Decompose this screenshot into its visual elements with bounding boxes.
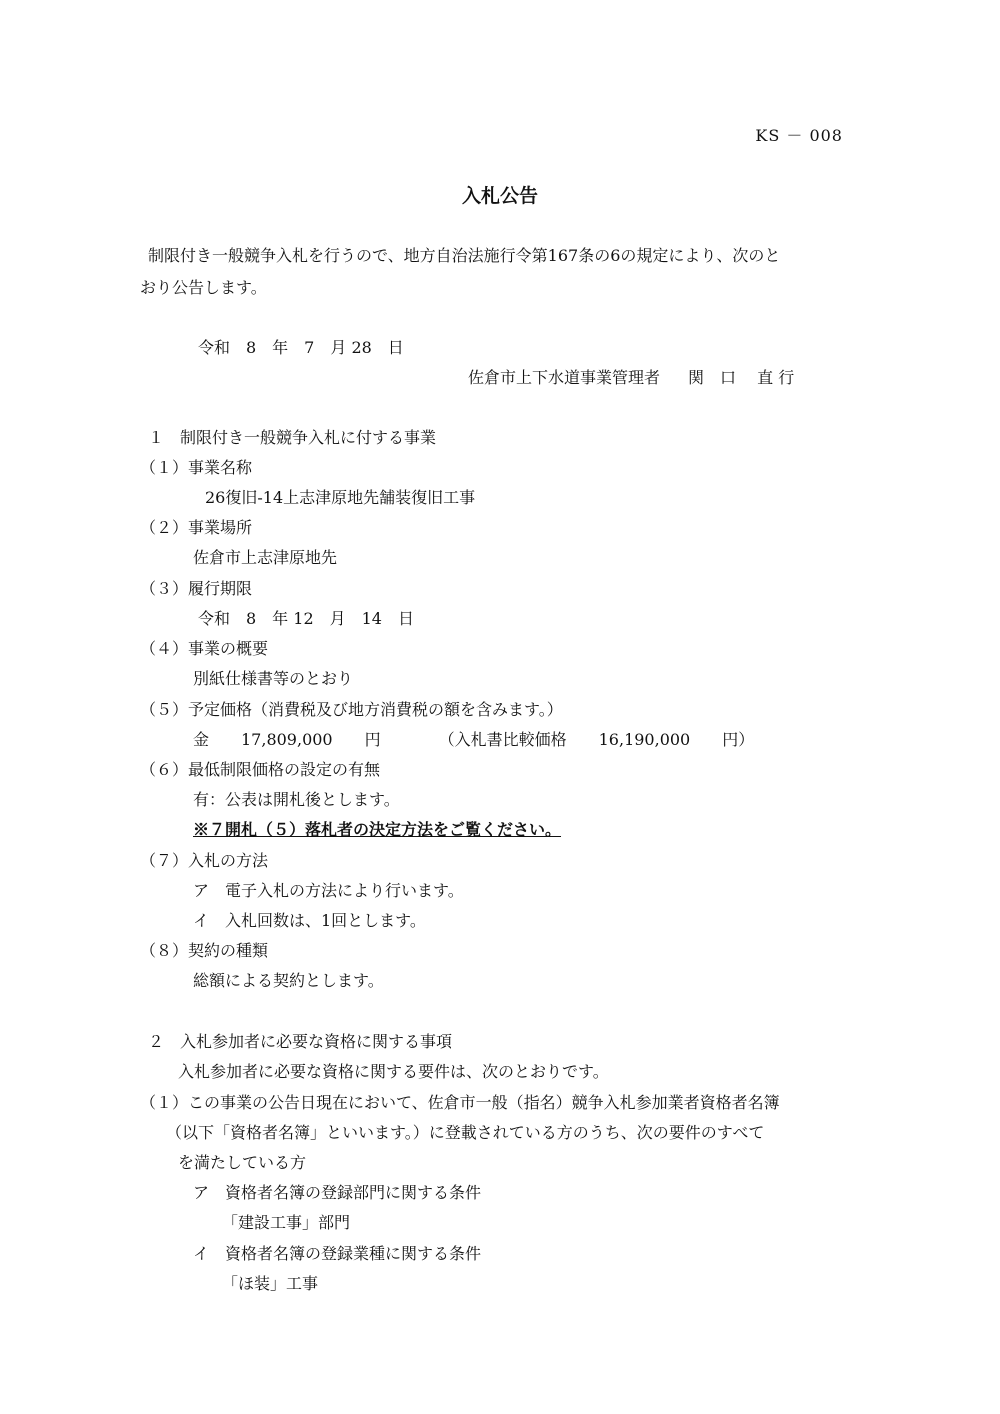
section2-item1-line1: （１）この事業の公告日現在において、佐倉市一般（指名）競争入札参加業者資格者名簿 [140,1093,780,1112]
section2-lead: 入札参加者に必要な資格に関する要件は、次のとおりです。 [178,1062,609,1081]
section2-item1-line2: （以下「資格者名簿」といいます。）に登載されている方のうち、次の要件のすべて [166,1123,765,1142]
item2-label: （２）事業場所 [140,518,253,537]
item1-label: （１）事業名称 [140,458,253,477]
item1-value: 26復旧-14上志津原地先舗装復旧工事 [205,488,476,507]
page-title: 入札公告 [461,185,538,207]
section1-heading: １ 制限付き一般競争入札に付する事業 [148,428,437,447]
item2-value: 佐倉市上志津原地先 [193,548,338,567]
item6-value: 有：公表は開札後とします。 [193,790,400,809]
sub-b-value: 「ほ装」工事 [222,1274,319,1293]
sub-b-label: イ 資格者名簿の登録業種に関する条件 [193,1244,482,1263]
item6-label: （６）最低制限価格の設定の有無 [140,760,381,779]
sub-a-value: 「建設工事」部門 [222,1213,351,1232]
section2-item1-line3: を満たしている方 [178,1153,307,1172]
section2-heading: ２ 入札参加者に必要な資格に関する事項 [148,1032,453,1051]
item3-label: （３）履行期限 [140,579,253,598]
comparison-price: （入札書比較価格 16,190,000 円） [438,730,755,749]
sub-a-label: ア 資格者名簿の登録部門に関する条件 [193,1183,482,1202]
intro-line-1: 制限付き一般競争入札を行うので、地方自治法施行令第167条の6の規定により、次のと [148,246,781,265]
item3-value: 令和 8 年 12 月 14 日 [198,609,414,628]
issuer-org: 佐倉市上下水道事業管理者 [468,368,661,387]
item7-label: （７）入札の方法 [140,851,269,870]
item4-value: 別紙仕様書等のとおり [193,669,354,688]
announcement-date: 令和 8 年 7 月 28 日 [198,338,404,357]
item8-value: 総額による契約とします。 [193,971,384,990]
item7-a: ア 電子入札の方法により行います。 [193,881,464,900]
item5-prices [193,730,754,750]
item8-label: （８）契約の種類 [140,941,269,960]
intro-line-2: おり公告します。 [140,278,267,297]
item6-note: ※７開札（５）落札者の決定方法をご覧ください。 [193,820,562,839]
issuer [468,368,794,388]
document-number: KS － 008 [755,126,843,145]
issuer-name: 関 口 直 行 [688,368,795,387]
item7-b: イ 入札回数は、1回とします。 [193,911,426,930]
planned-price: 金 17,809,000 円 [193,730,381,749]
item4-label: （４）事業の概要 [140,639,269,658]
item5-label: （５）予定価格（消費税及び地方消費税の額を含みます。） [140,700,563,719]
